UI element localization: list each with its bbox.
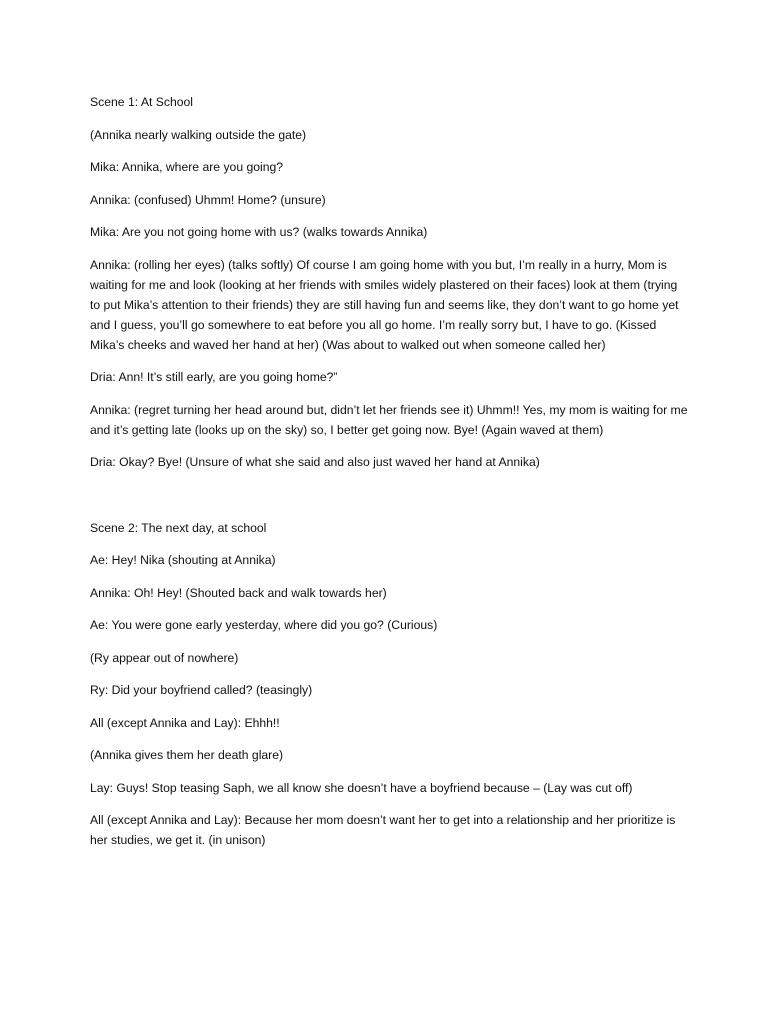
dialogue-line: All (except Annika and Lay): Ehhh!! [90,715,280,730]
scene-1 [90,92,690,472]
dialogue-line: Annika: (rolling her eyes) (talks softly) Of course I am going home with you but, I’m really in a hurry, Mom is waiting for me and look (looking at her friends with smiles widely plastered on their faces) look at them (trying to put Mika’s attention to their friends) they are still having fun and seems like, they don’t want to go home yet and I guess, you’ll go somewhere to eat before you all go home. I’m really sorry but, I have to go. (Kissed Mika’s cheeks and waved her hand at her) (Was about to walked out when someone called her) [90,257,679,352]
scene-heading: Scene 1: At School [90,95,193,109]
document-page [90,92,690,863]
dialogue-line: Ry: Did your boyfriend called? (teasingly) [90,683,313,697]
dialogue-line: Ae: You were gone early yesterday, where did you go? (Curious) [90,618,438,632]
scene-gap [90,485,690,518]
dialogue-line: Dria: Okay? Bye! (Unsure of what she said and also just waved her hand at Annika) [90,455,540,469]
dialogue-line: Mika: Annika, where are you going? [90,160,284,174]
dialogue-line: Mika: Are you not going home with us? (walks towards Annika) [90,225,428,239]
dialogue-line: Annika: (confused) Uhmm! Home? (unsure) [90,192,326,207]
dialogue-line: All (except Annika and Lay): Because her mom doesn’t want her to get into a relationship and her prioritize is her studies, we get it. (in unison) [90,813,676,847]
scene-2 [90,518,690,851]
scene-heading: Scene 2: The next day, at school [90,520,267,535]
stage-direction: (Ry appear out of nowhere) [90,650,239,665]
dialogue-line: Annika: (regret turning her head around but, didn’t let her friends see it) Uhmm!! Yes, my mom is waiting for me and it’s getting late (looks up on the sky) so, I better get going now. Bye! (Again waved at them) [90,402,688,437]
dialogue-line: Annika: Oh! Hey! (Shouted back and walk towards her) [90,585,387,600]
stage-direction: (Annika gives them her death glare) [90,748,284,762]
dialogue-line: Ae: Hey! Nika (shouting at Annika) [90,553,276,567]
dialogue-line: Dria: Ann! It’s still early, are you going home?” [90,370,338,384]
stage-direction: (Annika nearly walking outside the gate) [90,127,307,142]
dialogue-line: Lay: Guys! Stop teasing Saph, we all know she doesn’t have a boyfriend because – (Lay was cut off) [90,780,633,795]
